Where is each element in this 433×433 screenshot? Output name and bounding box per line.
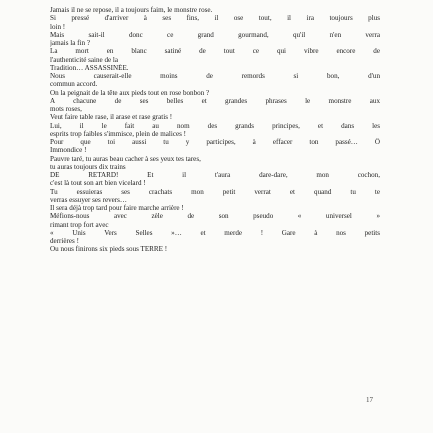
poem-line: l'authenticité saine de la <box>50 55 119 64</box>
poem-line: La mort en blanc satiné de tout ce qui vibre encore de <box>50 47 380 56</box>
poem-line: Tu essuieras ses crachats mon petit verrat et quand tu te <box>50 187 380 196</box>
poem-line: loin ! <box>50 22 66 31</box>
poem-line: Veut faire table rase, il arase et rase gratis ! <box>50 113 173 122</box>
poem-line: Lui, il le fait au nom des grands principes, et dans les <box>50 121 380 130</box>
poem-line: Mais sait-il donc ce grand gourmand, qu'il n'en verra <box>50 30 380 39</box>
poem-line: commun accord. <box>50 80 98 89</box>
poem-line: derrières ! <box>50 237 79 245</box>
poem-line: c'est là tout son art bien vicelard ! <box>50 179 146 188</box>
poem-line: Nous causerait-elle moins de remords si bon, d'un <box>50 72 380 80</box>
poem-text <box>50 6 380 254</box>
poem-line: Tradition… ASSASSINÉE. <box>50 63 129 72</box>
poem-line: A chacune de ses belles et grandes phrases le monstre aux <box>50 96 380 105</box>
poem-line: Pauvre taré, tu auras beau cacher à ses yeux tes tares, <box>50 154 201 163</box>
poem-line: mots roses, <box>50 105 82 113</box>
poem-line: DE RETARD! Et il t'aura dare-dare, mon cochon, <box>50 171 380 179</box>
poem-line: Si pressé d'arriver à ses fins, il ose tout, il ira toujours plus <box>50 14 380 23</box>
poem-line: Pour que toi aussi tu y participes, à effacer ton passé… Ô <box>50 138 380 146</box>
poem-line: jamais la fin ? <box>50 39 90 47</box>
poem-line: Méfions-nous avec zèle de son pseudo « universel » <box>50 212 380 221</box>
poem-line: esprits trop faibles s'immisce, plein de malices ! <box>50 129 187 138</box>
poem-line: Jamais il ne se repose, il a toujours faim, le monstre rose. <box>50 6 213 14</box>
poem-line: Ou nous finirons six pieds sous TERRE ! <box>50 245 168 254</box>
poem-line: « Unis Vers Selles »… et merde ! Gare à nos petits <box>50 228 380 237</box>
poem-line: rimant trop fort avec <box>50 220 109 229</box>
poem-line: Immondice ! <box>50 146 87 155</box>
poem-line: Il sera déjà trop tard pour faire marche arrière ! <box>50 204 184 212</box>
poem-line: On la peignait de la tête aux pieds tout en rose bonbon ? <box>50 88 210 97</box>
page-number: 17 <box>366 396 373 404</box>
poem-line: verras essuyer ses revers… <box>50 195 128 204</box>
poem-line: tu auras toujours dix trains <box>50 162 126 171</box>
